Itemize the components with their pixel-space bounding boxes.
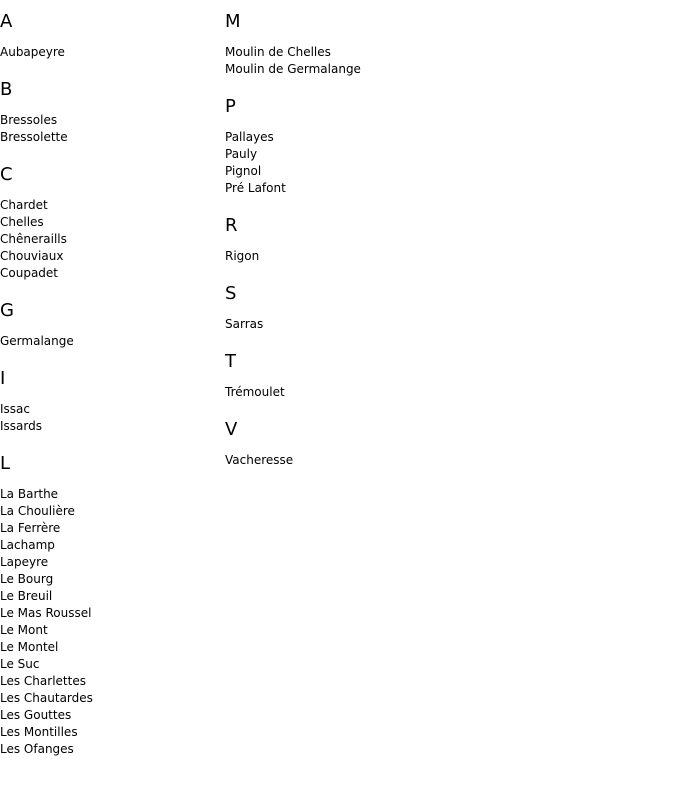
list-item [225, 180, 445, 197]
list-item [0, 333, 220, 350]
place-link[interactable]: Aubapeyre [0, 45, 65, 59]
letter-heading: R [225, 215, 238, 236]
letter-heading: S [225, 283, 237, 304]
place-link[interactable]: Chêneraills [0, 232, 67, 246]
place-link[interactable]: Rigon [225, 249, 260, 263]
list-item [0, 129, 220, 146]
place-link[interactable]: Les Ofanges [0, 742, 74, 756]
place-list [0, 44, 220, 61]
place-link[interactable]: Pré Lafont [225, 181, 286, 195]
place-link[interactable]: Le Suc [0, 657, 40, 671]
place-list [225, 248, 445, 265]
letter-section [0, 299, 220, 350]
list-item [225, 61, 445, 78]
letter-heading: P [225, 96, 236, 117]
place-link[interactable]: Germalange [0, 334, 74, 348]
letter-section [225, 350, 445, 401]
list-item [0, 197, 220, 214]
place-list [0, 486, 220, 758]
list-item [225, 146, 445, 163]
place-link[interactable]: Les Montilles [0, 725, 78, 739]
place-link[interactable]: Coupadet [0, 266, 59, 280]
place-list [0, 333, 220, 350]
place-list [225, 44, 445, 78]
list-item [225, 452, 445, 469]
list-item [0, 741, 220, 758]
place-link[interactable]: Chelles [0, 215, 44, 229]
list-item [0, 418, 220, 435]
place-link[interactable]: Moulin de Chelles [225, 45, 331, 59]
place-link[interactable]: Vacheresse [225, 453, 294, 467]
place-link[interactable]: Le Breuil [0, 589, 53, 603]
place-link[interactable]: Lachamp [0, 538, 55, 552]
list-item [0, 537, 220, 554]
letter-section [0, 163, 220, 282]
list-item [0, 673, 220, 690]
list-item [0, 554, 220, 571]
list-item [0, 265, 220, 282]
letter-section [225, 214, 445, 265]
place-list [225, 452, 445, 469]
place-link[interactable]: La Ferrère [0, 521, 61, 535]
place-link[interactable]: Le Mas Roussel [0, 606, 92, 620]
index-column-left [0, 10, 220, 775]
letter-heading: G [0, 300, 14, 321]
place-link[interactable]: Le Mont [0, 623, 48, 637]
list-item [0, 214, 220, 231]
letter-heading: C [0, 164, 13, 185]
index-column-right [225, 10, 445, 486]
place-link[interactable]: Issards [0, 419, 42, 433]
list-item [0, 656, 220, 673]
letter-section [0, 10, 220, 61]
place-list [0, 401, 220, 435]
place-link[interactable]: Issac [0, 402, 30, 416]
letter-section [225, 95, 445, 197]
letter-section [0, 78, 220, 146]
letter-section [225, 282, 445, 333]
letter-section [0, 367, 220, 435]
list-item [225, 316, 445, 333]
place-list [225, 129, 445, 197]
letter-heading: M [225, 11, 241, 32]
list-item [0, 520, 220, 537]
list-item [0, 401, 220, 418]
list-item [225, 129, 445, 146]
list-item [0, 248, 220, 265]
place-link[interactable]: Le Bourg [0, 572, 54, 586]
letter-heading: I [0, 368, 6, 389]
place-link[interactable]: Le Montel [0, 640, 59, 654]
place-link[interactable]: Les Chautardes [0, 691, 93, 705]
list-item [225, 163, 445, 180]
list-item [225, 44, 445, 61]
list-item [225, 384, 445, 401]
letter-heading: A [0, 11, 13, 32]
list-item [225, 248, 445, 265]
letter-heading: V [225, 419, 238, 440]
list-item [0, 639, 220, 656]
list-item [0, 571, 220, 588]
place-link[interactable]: Bressoles [0, 113, 58, 127]
list-item [0, 690, 220, 707]
list-item [0, 622, 220, 639]
letter-section [225, 10, 445, 78]
list-item [0, 44, 220, 61]
list-item [0, 231, 220, 248]
place-link[interactable]: Les Charlettes [0, 674, 86, 688]
list-item [0, 503, 220, 520]
place-link[interactable]: Bressolette [0, 130, 68, 144]
list-item [0, 724, 220, 741]
place-link[interactable]: Trémoulet [225, 385, 285, 399]
place-link[interactable]: Pallayes [225, 130, 274, 144]
place-link[interactable]: Chouviaux [0, 249, 64, 263]
place-list [225, 316, 445, 333]
list-item [0, 605, 220, 622]
place-list [0, 112, 220, 146]
place-list [0, 197, 220, 282]
place-link[interactable]: Les Gouttes [0, 708, 72, 722]
letter-section [0, 452, 220, 758]
letter-section [225, 418, 445, 469]
place-link[interactable]: Lapeyre [0, 555, 49, 569]
place-link[interactable]: Pignol [225, 164, 262, 178]
letter-heading: B [0, 79, 13, 100]
place-link[interactable]: La Barthe [0, 487, 59, 501]
place-link[interactable]: Sarras [225, 317, 264, 331]
place-link[interactable]: Moulin de Germalange [225, 62, 361, 76]
list-item [0, 112, 220, 129]
letter-heading: L [0, 453, 11, 474]
list-item [0, 588, 220, 605]
list-item [0, 707, 220, 724]
place-link[interactable]: Chardet [0, 198, 48, 212]
list-item [0, 486, 220, 503]
place-link[interactable]: La Choulière [0, 504, 75, 518]
place-link[interactable]: Pauly [225, 147, 258, 161]
letter-heading: T [225, 351, 236, 372]
place-list [225, 384, 445, 401]
